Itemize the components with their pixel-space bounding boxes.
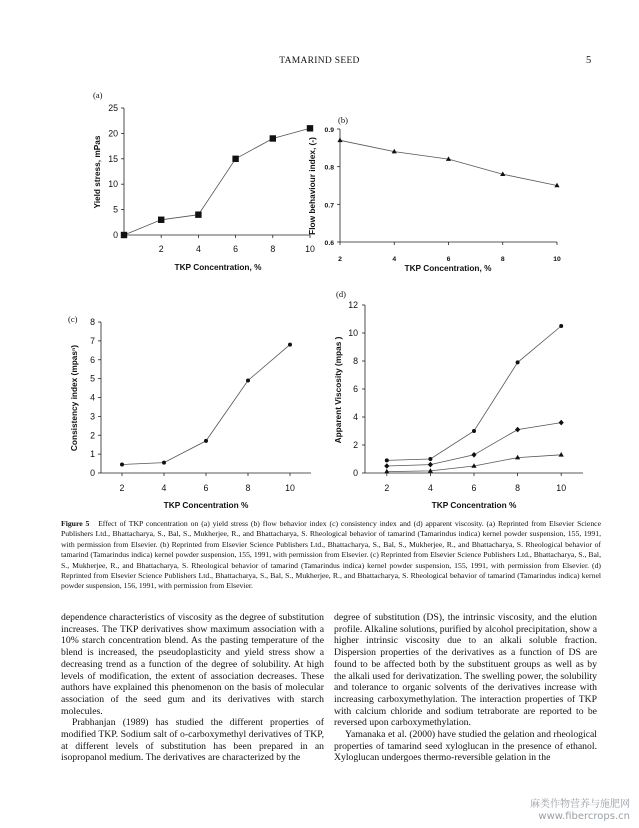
y-tick-label: 4 (353, 412, 358, 422)
series-line (124, 128, 310, 235)
caption-label: Figure 5 (61, 519, 90, 528)
x-tick-label: 2 (338, 256, 342, 263)
x-axis-label: TKP Concentration % (163, 500, 249, 510)
x-tick-label: 10 (553, 256, 561, 263)
y-tick-label: 10 (108, 179, 118, 190)
y-tick-label: 3 (90, 411, 95, 422)
data-point (559, 324, 563, 328)
y-tick-label: 25 (108, 103, 118, 113)
x-tick-label: 8 (515, 483, 521, 493)
x-axis-label: TKP Concentration, % (404, 263, 492, 273)
y-tick-label: 8 (353, 356, 358, 366)
data-point-diamond (515, 427, 520, 433)
x-tick-label: 4 (195, 244, 201, 254)
y-tick-label: 0.9 (324, 127, 334, 134)
y-tick-label: 15 (108, 153, 118, 164)
x-tick-label: 4 (392, 256, 397, 263)
y-axis-label: Consistency index (mpasⁿ) (69, 344, 79, 452)
x-tick-label: 6 (471, 483, 477, 493)
y-tick-label: 8 (90, 317, 95, 327)
x-tick-label: 2 (384, 483, 390, 493)
data-point-triangle (337, 138, 342, 143)
panel-label: (d) (336, 289, 346, 299)
y-tick-label: 5 (113, 204, 118, 215)
watermark-line: www.fibercrops.cn (538, 811, 630, 822)
y-axis-label: Apparent Viscosity (mpas ) (333, 336, 343, 444)
y-tick-label: 0 (90, 468, 95, 478)
x-tick-label: 6 (233, 244, 239, 254)
data-point-square (121, 232, 127, 238)
data-point-square (270, 135, 276, 141)
y-tick-label: 7 (90, 335, 95, 346)
data-point-square (195, 211, 201, 217)
data-point-diamond (384, 463, 389, 469)
series-line (340, 140, 557, 185)
data-point-square (158, 217, 164, 223)
data-point-triangle (559, 452, 564, 457)
x-axis-label: TKP Concentration, % (174, 262, 262, 272)
running-head: TAMARIND SEED (279, 56, 360, 66)
data-point-square (307, 125, 313, 131)
x-tick-label: 8 (245, 483, 251, 493)
y-tick-label: 0.6 (324, 240, 334, 247)
y-tick-label: 5 (90, 373, 95, 384)
figure-caption (61, 519, 601, 592)
y-tick-label: 1 (90, 449, 95, 460)
caption-text: Effect of TKP concentration on (a) yield stress (b) flow behavior index (c) consistency index and (d) apparent viscosity. (a) Reprinted from Elsevier Science Publishers Ltd., Bhattacharya, S., Bal, S., Mukherjee, R., and Bhattacharya, S. Rheological behavior of tamarind (Tamarindus indica) kernel powder suspension, 155, 1991, with permission from Elsevier. (b) Reprinted from Elsevier Science Publishers Ltd., Bhattacharya, S., Bal, S., Mukherjee, R., and Bhattacharya, S. Rheological behavior of tamarind (Tamarindus indica) kernel powder suspension, 155, 1991, with permission from Elsevier. (c) Reprinted from Elsevier Science Publishers Ltd., Bhattacharya, S., Bal, S., Mukherjee, R., and Bhattacharya, S. Rheological behavior of tamarind (Tamarindus indica) kernel powder suspension, 155, 1991, with permission from Elsevier. (d) Reprinted from Elsevier Science Publishers Ltd., Bhattacharya, S., Bal, S., Mukherjee, R., and Bhattacharya, S. Rheological behavior of tamarind (Tamarindus indica) kernel powder suspension, 156, 1991, with permission from Elsevier. (61, 519, 601, 591)
x-tick-label: 4 (427, 483, 433, 493)
page-number: 5 (586, 55, 592, 66)
data-point (204, 439, 208, 443)
x-axis-label: TKP Concentration % (431, 500, 517, 510)
watermark (512, 799, 630, 823)
paragraph: degree of substitution (DS), the intrinsic viscosity, and the elution profile. Alkaline solutions, purified by alcohol precipitation, show a higher intrinsic viscosity due to an alkali soluble fraction. Dispersion properties of the derivatives as a function of DS are found to be affected both by the substituent groups as well as by the alkali used for derivatization. The swelling power, the solubility and tolerance to organic solvents of the derivatives increase with increasing carboxymethylation. The interaction properties of TKP with calcium chloride and sodium tetraborate are reported to be reversed upon carboxymethylation. (334, 612, 597, 729)
x-tick-label: 2 (158, 244, 164, 254)
x-tick-label: 8 (270, 244, 276, 254)
text-column-left (61, 612, 324, 764)
data-point (120, 463, 124, 467)
data-point (385, 458, 389, 462)
series-line (387, 326, 561, 460)
data-point (288, 343, 292, 347)
x-tick-label: 8 (500, 256, 505, 263)
paragraph: Prabhanjan (1989) has studied the different properties of modified TKP. Sodium salt of o-carboxymethyl derivatives of TKP, at different levels of substitution has been prepared in an isopropanol medium. The derivatives are characterized by the (61, 717, 324, 764)
panel-label: (b) (338, 115, 348, 125)
panel-label: (c) (68, 314, 78, 324)
y-tick-label: 12 (348, 300, 358, 310)
watermark-line: 麻类作物营养与施肥网 (530, 799, 630, 810)
x-tick-label: 4 (161, 483, 167, 493)
x-tick-label: 10 (285, 483, 295, 493)
y-tick-label: 2 (90, 430, 95, 441)
x-tick-label: 6 (203, 483, 209, 493)
x-tick-label: 2 (119, 483, 125, 493)
series-line (122, 345, 290, 465)
text-column-right (334, 612, 597, 764)
y-tick-label: 0.7 (324, 202, 334, 210)
paragraph: dependence characteristics of viscosity as the degree of substitution increases. The TKP derivatives show maximum association with a 10% starch concentration blend. As the pasting temperature of the blend is increased, the pseudoplasticity and yield stress show a decreasing trend as a function of the degree of solubility. At high levels of modification, the extent of association decreases. These authors have explained this phenomenon on the basis of molecular association of the seed gum and its derivatives with starch molecules. (61, 612, 324, 717)
x-tick-label: 10 (305, 244, 315, 254)
y-axis-label: Yield stress, mPas (92, 135, 102, 209)
x-tick-label: 6 (446, 256, 451, 263)
data-point-diamond (428, 462, 433, 468)
y-tick-label: 6 (90, 354, 95, 365)
data-point-diamond (471, 452, 476, 458)
data-point (516, 360, 520, 364)
data-point-square (232, 156, 238, 162)
y-tick-label: 2 (353, 440, 358, 450)
x-tick-label: 10 (556, 483, 567, 493)
data-point (428, 457, 432, 461)
y-tick-label: 0 (113, 230, 118, 240)
y-tick-label: 6 (353, 384, 358, 394)
y-tick-label: 20 (108, 128, 118, 139)
y-tick-label: 4 (90, 392, 95, 403)
data-point (472, 429, 476, 433)
y-tick-label: 10 (348, 328, 358, 338)
y-tick-label: 0 (353, 468, 358, 478)
data-point-diamond (559, 420, 564, 426)
y-axis-label: Flow behaviour index, (-) (307, 137, 317, 235)
data-point (162, 461, 166, 465)
data-point-triangle (384, 469, 389, 474)
panel-label: (a) (93, 90, 103, 100)
paragraph: Yamanaka et al. (2000) have studied the gelation and rheological properties of tamarind seed xyloglucan in the presence of ethanol. Xyloglucan undergoes thermo-reversible gelation in the (334, 729, 597, 764)
y-tick-label: 0.8 (324, 164, 334, 172)
data-point (246, 379, 250, 383)
